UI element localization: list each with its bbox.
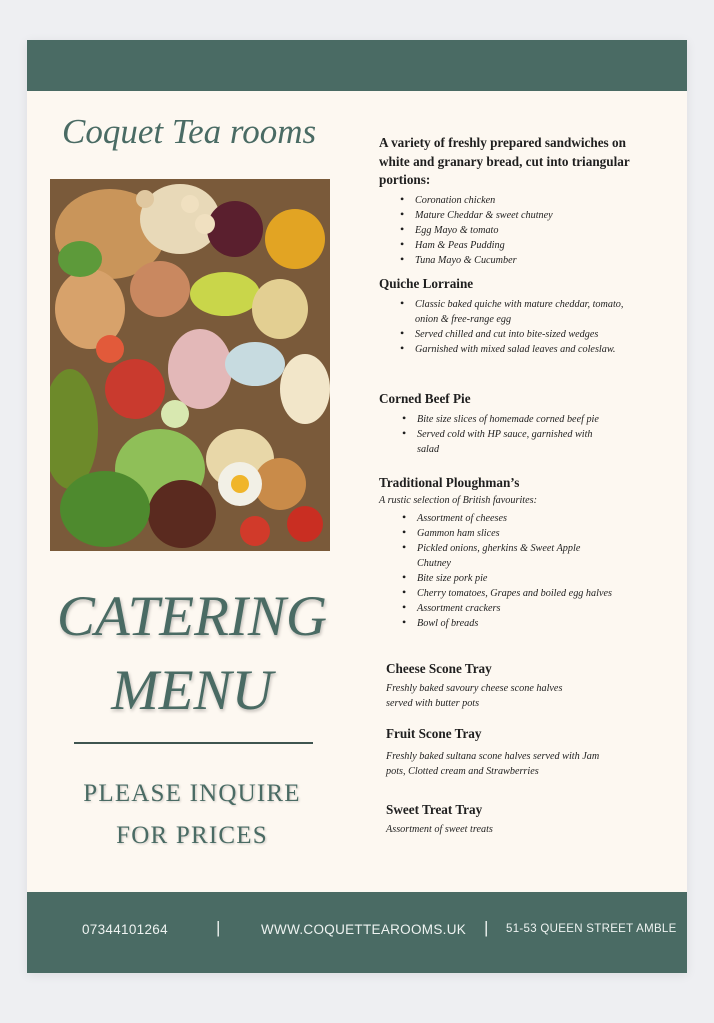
list-item: • Tuna Mayo & Cucumber [415,253,639,268]
inquire-line-2: FOR PRICES [116,822,268,849]
cheese-scone-section [386,660,636,711]
beef-heading: Corned Beef Pie [379,391,471,406]
brand-title: Coquet Tea rooms [62,112,317,151]
quiche-heading: Quiche Lorraine [379,276,474,291]
menu-heading: MENU [111,659,273,722]
ploughman-list [379,511,612,631]
sandwiches-intro: A variety of freshly prepared sandwiches on white and granary bread, cut into triangular portions: [379,135,630,187]
list-item: • Garnished with mixed salad leaves and coleslaw. [415,342,639,357]
beef-list [379,412,617,457]
platter-photo [50,179,330,551]
ploughman-heading: Traditional Ploughman’s [379,475,520,490]
list-item: • Assortment of cheeses [417,511,612,526]
footer-bar [27,892,687,973]
list-item: • Assortment crackers [417,601,612,616]
ploughman-subtitle: A rustic selection of British favourites: [379,494,537,506]
catering-heading: CATERING [56,585,328,648]
quiche-list [379,297,639,357]
footer-website[interactable]: WWW.COQUETTEAROOMS.UK [261,922,467,937]
list-item: • Cherry tomatoes, Grapes and boiled egg halves [417,586,612,601]
beef-section [379,390,639,457]
sweet-desc: Assortment of sweet treats [386,823,493,835]
sweet-section [386,801,636,837]
list-item: • Egg Mayo & tomato [415,223,639,238]
cheese-scone-desc: Freshly baked savoury cheese scone halves served with butter pots [386,682,563,709]
list-item: • Bite size pork pie [417,571,612,586]
fruit-scone-heading: Fruit Scone Tray [386,726,482,741]
ploughman-section [379,474,639,631]
divider [74,742,313,744]
list-item: • Bowl of breads [417,616,612,631]
list-item: • Served cold with HP sauce, garnished with salad [417,427,617,457]
sweet-heading: Sweet Treat Tray [386,802,483,817]
footer-separator: | [216,918,221,937]
quiche-section [379,275,639,357]
sandwiches-list [379,193,639,268]
list-item: • Mature Cheddar & sweet chutney [415,208,639,223]
footer-separator: | [484,918,489,937]
inquire-line-1: PLEASE INQUIRE [83,780,301,807]
fruit-scone-desc: Freshly baked sultana scone halves served with Jam pots, Clotted cream and Strawberries [386,750,600,777]
list-item: • Served chilled and cut into bite-sized wedges [415,327,639,342]
top-bar [27,40,687,91]
list-item: • Gammon ham slices [417,526,612,541]
list-item: • Classic baked quiche with mature cheddar, tomato, onion & free-range egg [415,297,639,327]
list-item: • Bite size slices of homemade corned beef pie [417,412,617,427]
cheese-scone-heading: Cheese Scone Tray [386,661,492,676]
list-item: • Ham & Peas Pudding [415,238,639,253]
list-item: • Pickled onions, gherkins & Sweet Apple Chutney [417,541,612,571]
platter-image [50,179,330,551]
sandwiches-section [379,134,639,268]
list-item: • Coronation chicken [415,193,639,208]
fruit-scone-section [386,725,636,779]
footer-phone: 07344101264 [82,922,168,937]
footer-address: 51-53 QUEEN STREET AMBLE [506,923,677,935]
menu-page [27,40,687,973]
